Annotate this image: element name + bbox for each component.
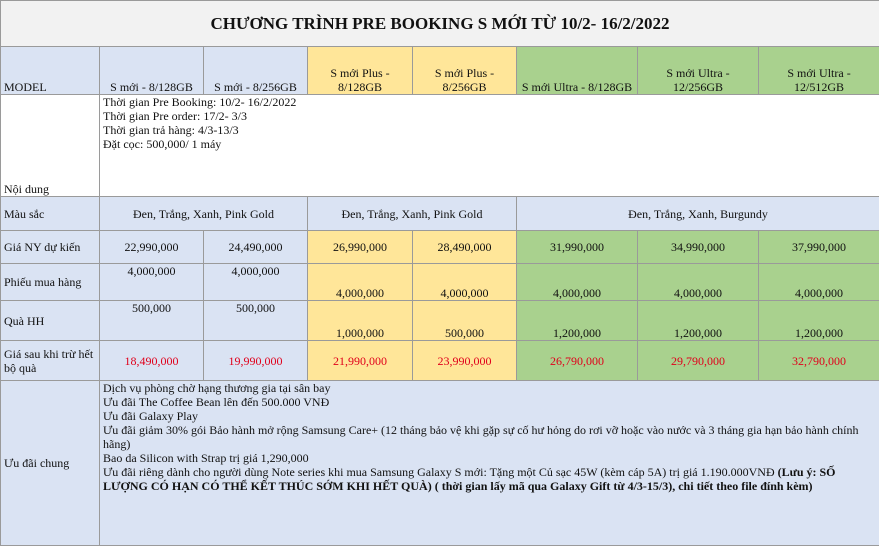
voucher-label: Phiếu mua hàng: [1, 264, 100, 301]
content-line: Thời gian trả hàng: 4/3-13/3: [103, 123, 876, 137]
benefits-details: [100, 381, 879, 546]
gift-cell: 1,200,000: [638, 301, 759, 341]
content-row: [1, 95, 879, 197]
voucher-cell: 4,000,000: [517, 264, 638, 301]
content-line: Thời gian Pre Booking: 10/2- 16/2/2022: [103, 95, 876, 109]
final-price-row: [1, 341, 879, 381]
page-title: CHƯƠNG TRÌNH PRE BOOKING S MỚI TỪ 10/2- 16/2/2022: [1, 1, 879, 47]
list-price-label: Giá NY dự kiến: [1, 231, 100, 264]
list-price-cell: 24,490,000: [204, 231, 308, 264]
final-price-cell: 23,990,000: [413, 341, 517, 381]
list-price-row: [1, 231, 879, 264]
final-price-cell: 21,990,000: [308, 341, 413, 381]
content-line: Đặt cọc: 500,000/ 1 máy: [103, 137, 876, 151]
content-details: [100, 95, 879, 197]
list-price-cell: 26,990,000: [308, 231, 413, 264]
color-s: Đen, Trắng, Xanh, Pink Gold: [100, 197, 308, 231]
benefit-line: Ưu đãi The Coffee Bean lên đến 500.000 VNĐ: [103, 395, 876, 409]
voucher-row: [1, 264, 879, 301]
voucher-cell: 4,000,000: [759, 264, 879, 301]
benefit-note-warning: (Lưu ý: SỐ LƯỢNG CÓ HẠN CÓ THỂ KẾT THÚC SỚM KHI HẾT QUÀ) ( thời gian lấy mã qua Galaxy Gift từ 4/3-15/3), chi tiết theo file đính kèm): [103, 465, 836, 493]
voucher-cell: 4,000,000: [204, 264, 308, 301]
model-row: [1, 47, 879, 95]
gift-cell: 500,000: [413, 301, 517, 341]
list-price-cell: 28,490,000: [413, 231, 517, 264]
final-price-cell: 19,990,000: [204, 341, 308, 381]
final-price-cell: 26,790,000: [517, 341, 638, 381]
benefit-line: Dịch vụ phòng chờ hạng thương gia tại sân bay: [103, 381, 876, 395]
gift-cell: 1,200,000: [759, 301, 879, 341]
model-header: S mới Ultra - 8/128GB: [517, 47, 638, 95]
list-price-cell: 31,990,000: [517, 231, 638, 264]
voucher-cell: 4,000,000: [100, 264, 204, 301]
gift-label: Quà HH: [1, 301, 100, 341]
gift-cell: 1,000,000: [308, 301, 413, 341]
model-header: S mới Plus - 8/128GB: [308, 47, 413, 95]
model-header: S mới - 8/256GB: [204, 47, 308, 95]
benefit-line: Bao da Silicon with Strap trị giá 1,290,000: [103, 451, 876, 465]
benefit-note: [103, 465, 876, 493]
color-label: Màu sắc: [1, 197, 100, 231]
list-price-cell: 22,990,000: [100, 231, 204, 264]
gift-cell: 500,000: [204, 301, 308, 341]
color-plus: Đen, Trắng, Xanh, Pink Gold: [308, 197, 517, 231]
gift-row: [1, 301, 879, 341]
model-header: S mới Ultra - 12/256GB: [638, 47, 759, 95]
content-label: Nội dung: [1, 95, 100, 197]
benefits-row: [1, 381, 879, 546]
benefit-line: Ưu đãi Galaxy Play: [103, 409, 876, 423]
gift-cell: 500,000: [100, 301, 204, 341]
voucher-cell: 4,000,000: [308, 264, 413, 301]
voucher-cell: 4,000,000: [413, 264, 517, 301]
benefits-label: Ưu đãi chung: [1, 381, 100, 546]
color-row: [1, 197, 879, 231]
benefit-note-text: Ưu đãi riêng dành cho người dùng Note series khi mua Samsung Galaxy S mới: Tặng một Củ sạc 45W (kèm cáp 5A) trị giá 1.190.000VNĐ: [103, 465, 778, 479]
content-line: Thời gian Pre order: 17/2- 3/3: [103, 109, 876, 123]
final-price-cell: 18,490,000: [100, 341, 204, 381]
benefit-line: Ưu đãi giảm 30% gói Bảo hành mở rộng Samsung Care+ (12 tháng bảo vệ khi gặp sự cố hư hỏng do rơi vỡ hoặc vào nước và 3 tháng gia hạn bảo hành chính hãng): [103, 423, 876, 451]
model-header: S mới Plus - 8/256GB: [413, 47, 517, 95]
color-ultra: Đen, Trắng, Xanh, Burgundy: [517, 197, 879, 231]
model-header: S mới Ultra - 12/512GB: [759, 47, 879, 95]
list-price-cell: 37,990,000: [759, 231, 879, 264]
final-price-cell: 32,790,000: [759, 341, 879, 381]
gift-cell: 1,200,000: [517, 301, 638, 341]
voucher-cell: 4,000,000: [638, 264, 759, 301]
list-price-cell: 34,990,000: [638, 231, 759, 264]
final-price-cell: 29,790,000: [638, 341, 759, 381]
model-header: S mới - 8/128GB: [100, 47, 204, 95]
final-price-label: Giá sau khi trừ hết bộ quà: [1, 341, 100, 381]
model-label: MODEL: [1, 47, 100, 95]
